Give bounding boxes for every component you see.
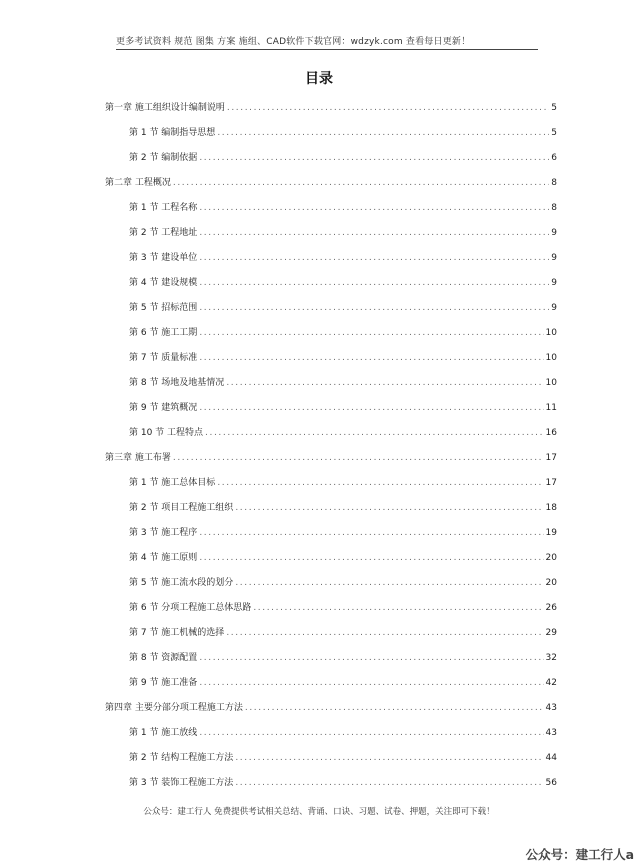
- toc-entry-label: 第 10 节 工程特点: [129, 428, 204, 438]
- toc-leader-dots: [199, 353, 543, 363]
- toc-leader-dots: [173, 178, 549, 188]
- site-header-notice: 更多考试资料 规范 图集 方案 施组、CAD软件下载官网：wdzyk.com 查看每日更新！: [116, 34, 538, 50]
- toc-entry-label: 第 2 节 工程地址: [129, 228, 198, 238]
- toc-entry-label: 第 9 节 建筑概况: [129, 403, 198, 413]
- toc-entry-label: 第 7 节 施工机械的选择: [129, 628, 225, 638]
- toc-section-entry[interactable]: [129, 275, 557, 291]
- toc-leader-dots: [199, 553, 543, 563]
- toc-entry-label: 第 3 节 建设单位: [129, 253, 198, 263]
- toc-leader-dots: [235, 778, 543, 788]
- toc-page-number: 20: [545, 578, 557, 588]
- toc-entry-label: 第 3 节 施工程序: [129, 528, 198, 538]
- toc-page-number: 6: [551, 153, 557, 163]
- toc-entry-label: 第 8 节 资源配置: [129, 653, 198, 663]
- toc-entry-label: 第 3 节 装饰工程施工方法: [129, 778, 234, 788]
- toc-page-number: 44: [545, 753, 557, 763]
- toc-page-number: 56: [545, 778, 557, 788]
- toc-section-entry[interactable]: [129, 250, 557, 266]
- toc-page-number: 42: [545, 678, 557, 688]
- toc-page-number: 19: [545, 528, 557, 538]
- toc-page-number: 9: [551, 228, 557, 238]
- toc-section-entry[interactable]: [129, 750, 557, 766]
- toc-page-number: 10: [545, 328, 557, 338]
- toc-section-entry[interactable]: [129, 400, 557, 416]
- toc-section-entry[interactable]: [129, 775, 557, 791]
- toc-section-entry[interactable]: [129, 225, 557, 241]
- toc-entry-label: 第 1 节 工程名称: [129, 203, 198, 213]
- toc-section-entry[interactable]: [129, 125, 557, 141]
- toc-section-entry[interactable]: [129, 375, 557, 391]
- toc-section-entry[interactable]: [129, 675, 557, 691]
- toc-page-number: 18: [545, 503, 557, 513]
- toc-section-entry[interactable]: [129, 625, 557, 641]
- toc-page-number: 8: [551, 203, 557, 213]
- toc-leader-dots: [205, 428, 544, 438]
- toc-page-number: 9: [551, 278, 557, 288]
- toc-leader-dots: [253, 603, 543, 613]
- toc-section-entry[interactable]: [129, 500, 557, 516]
- toc-page-number: 9: [551, 303, 557, 313]
- toc-entry-label: 第 6 节 分项工程施工总体思路: [129, 603, 252, 613]
- watermark-text: 公众号：建工行人a: [525, 847, 634, 862]
- toc-leader-dots: [217, 128, 549, 138]
- toc-section-entry[interactable]: [129, 300, 557, 316]
- toc-page-number: 29: [545, 628, 557, 638]
- toc-section-entry[interactable]: [129, 575, 557, 591]
- toc-entry-label: 第 8 节 场地及地基情况: [129, 378, 225, 388]
- toc-leader-dots: [235, 578, 543, 588]
- toc-section-entry[interactable]: [129, 325, 557, 341]
- toc-section-entry[interactable]: [129, 550, 557, 566]
- toc-page-number: 26: [545, 603, 557, 613]
- toc-chapter-entry[interactable]: [105, 450, 557, 466]
- toc-section-entry[interactable]: [129, 200, 557, 216]
- toc-entry-label: 第 2 节 项目工程施工组织: [129, 503, 234, 513]
- toc-section-entry[interactable]: [129, 350, 557, 366]
- toc-chapter-entry[interactable]: [105, 700, 557, 716]
- footer-notice: 公众号：建工行人 免费提供考试相关总结、背诵、口诀、习题、试卷、押题，关注即可下载！: [143, 807, 495, 817]
- toc-leader-dots: [199, 203, 549, 213]
- toc-leader-dots: [199, 728, 543, 738]
- toc-leader-dots: [199, 303, 549, 313]
- toc-leader-dots: [199, 228, 549, 238]
- toc-page-number: 5: [551, 128, 557, 138]
- toc-entry-label: 第 2 节 编制依据: [129, 153, 198, 163]
- toc-entry-label: 第 1 节 编制指导思想: [129, 128, 216, 138]
- toc-leader-dots: [199, 678, 543, 688]
- toc-page-number: 5: [551, 103, 557, 113]
- toc-entry-label: 第 1 节 施工总体目标: [129, 478, 216, 488]
- toc-leader-dots: [199, 403, 543, 413]
- toc-entry-label: 第 6 节 施工工期: [129, 328, 198, 338]
- toc-page-number: 17: [545, 478, 557, 488]
- toc-entry-label: 第 4 节 建设规模: [129, 278, 198, 288]
- toc-page-number: 16: [545, 428, 557, 438]
- toc-chapter-entry[interactable]: [105, 175, 557, 191]
- toc-entry-label: 第三章 施工布署: [105, 453, 171, 463]
- toc-leader-dots: [217, 478, 543, 488]
- toc-leader-dots: [173, 453, 544, 463]
- toc-entry-label: 第 9 节 施工准备: [129, 678, 198, 688]
- toc-section-entry[interactable]: [129, 650, 557, 666]
- toc-leader-dots: [226, 628, 543, 638]
- toc-entry-label: 第 5 节 招标范围: [129, 303, 198, 313]
- toc-page-number: 20: [545, 553, 557, 563]
- toc-leader-dots: [235, 753, 543, 763]
- toc-leader-dots: [199, 253, 549, 263]
- toc-leader-dots: [226, 378, 543, 388]
- toc-leader-dots: [199, 653, 543, 663]
- toc-entry-label: 第 1 节 施工放线: [129, 728, 198, 738]
- toc-page-number: 43: [545, 728, 557, 738]
- toc-section-entry[interactable]: [129, 475, 557, 491]
- toc-entry-label: 第四章 主要分部分项工程施工方法: [105, 703, 243, 713]
- toc-section-entry[interactable]: [129, 425, 557, 441]
- toc-leader-dots: [199, 328, 543, 338]
- toc-page-number: 43: [545, 703, 557, 713]
- toc-page-number: 10: [545, 378, 557, 388]
- toc-chapter-entry[interactable]: [105, 100, 557, 116]
- toc-leader-dots: [235, 503, 543, 513]
- toc-leader-dots: [227, 103, 549, 113]
- toc-section-entry[interactable]: [129, 150, 557, 166]
- toc-page-number: 17: [545, 453, 557, 463]
- toc-entry-label: 第一章 施工组织设计编制说明: [105, 103, 225, 113]
- toc-entry-label: 第 7 节 质量标准: [129, 353, 198, 363]
- toc-page-number: 11: [545, 403, 557, 413]
- toc-entry-label: 第 2 节 结构工程施工方法: [129, 753, 234, 763]
- toc-entry-label: 第 4 节 施工原则: [129, 553, 198, 563]
- toc-entry-label: 第 5 节 施工流水段的划分: [129, 578, 234, 588]
- toc-section-entry[interactable]: [129, 725, 557, 741]
- toc-section-entry[interactable]: [129, 525, 557, 541]
- toc-leader-dots: [199, 278, 549, 288]
- toc-page-number: 9: [551, 253, 557, 263]
- toc-section-entry[interactable]: [129, 600, 557, 616]
- toc-leader-dots: [199, 528, 543, 538]
- toc-page-number: 8: [551, 178, 557, 188]
- toc-page-number: 32: [545, 653, 557, 663]
- toc-leader-dots: [199, 153, 549, 163]
- toc-page-number: 10: [545, 353, 557, 363]
- page-title: 目录: [305, 71, 333, 87]
- toc-leader-dots: [245, 703, 544, 713]
- toc-entry-label: 第二章 工程概况: [105, 178, 171, 188]
